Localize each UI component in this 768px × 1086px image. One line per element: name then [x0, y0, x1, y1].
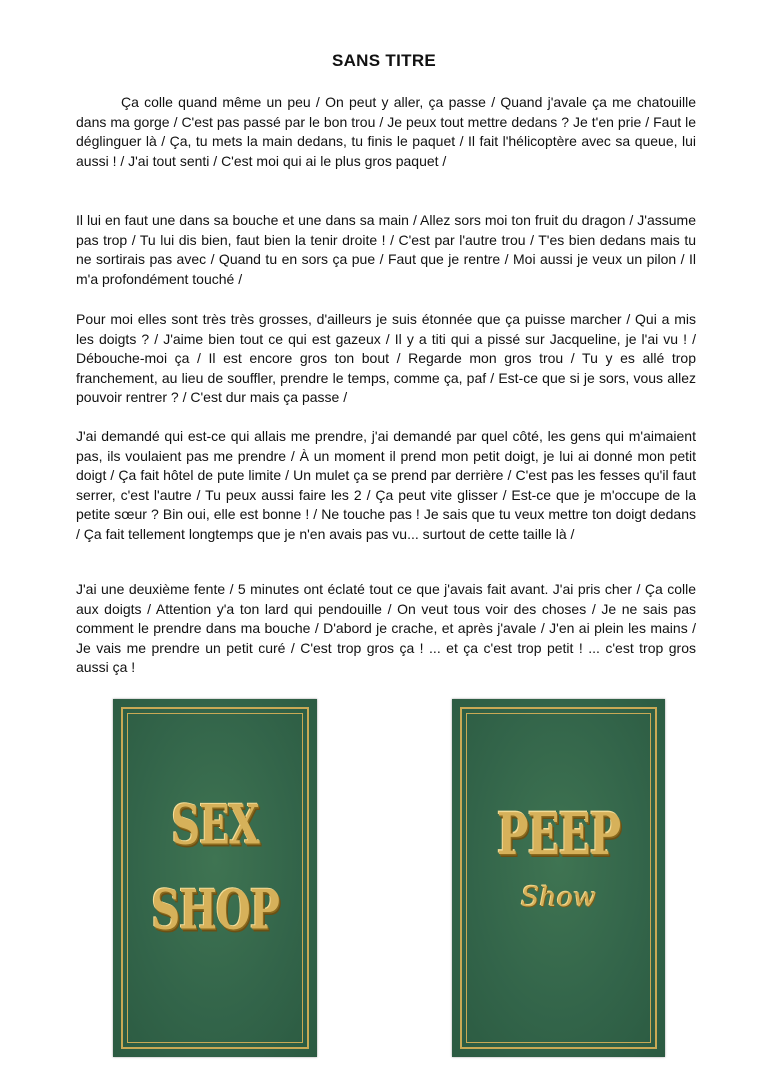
- paragraph-1: Ça colle quand même un peu / On peut y aller, ça passe / Quand j'avale ça me chatouille dans ma gorge / C'est pas passé par le bon trou / Je peux tout mettre dedans ? Je t'en prie / Faut le déglinguer là / Ça, tu mets la main dedans, tu finis le paquet / Il fait l'hélicoptère avec sa queue, lui aussi ! / J'ai tout senti / C'est moi qui ai le plus gros paquet /: [76, 94, 696, 169]
- sign-text-sex: SEX: [171, 793, 259, 858]
- peep-show-sign-image: [452, 699, 665, 1057]
- sign-text-peep: PEEP: [496, 801, 621, 868]
- paragraph-5: J'ai une deuxième fente / 5 minutes ont éclaté tout ce que j'avais fait avant. J'ai pris cher / Ça colle aux doigts / Attention y'a ton lard qui pendouille / On veut tous voir des choses / Je ne sais pas comment le prendre dans ma bouche / D'abord je crache, et après j'avale / J'en ai plein les mains / Je vais me prendre un petit curé / C'est trop gros ça ! ... et ça c'est trop petit ! ... c'est trop gros aussi ça !: [76, 581, 696, 675]
- sign-text-shop: SHOP: [151, 878, 279, 943]
- sign-text-show: Show: [520, 882, 597, 913]
- paragraph-4: J'ai demandé qui est-ce qui allais me prendre, j'ai demandé par quel côté, les gens qui m'aimaient pas, ils voulaient pas me prendre / À un moment il prend mon petit doigt, je lui ai donné mon petit doigt / Ça fait hôtel de pute limite / Un mulet ça se prend par derrière / C'est pas les fesses qu'il faut serrer, c'est l'autre / Tu peux aussi faire les 2 / Ça peut vite glisser / Est-ce que je m'occupe de la petite sœur ? Bin oui, elle est bonne ! / Ne touche pas ! Je sais que tu veux mettre ton doigt dedans / Ça fait tellement longtemps que je n'en avais pas vu... surtout de cette taille là /: [76, 428, 696, 542]
- sex-shop-sign-image: [113, 699, 317, 1057]
- sign-frame-inner: [466, 713, 651, 1043]
- sign-frame-outer: [460, 707, 657, 1049]
- page-title: SANS TITRE: [331, 51, 437, 70]
- paragraph-2: Il lui en faut une dans sa bouche et une dans sa main / Allez sors moi ton fruit du dragon / J'assume pas trop / Tu lui dis bien, faut bien la tenir droite ! / C'est par l'autre trou / T'es bien dedans mais tu ne sortirais pas avec / Quand tu en sors ça pue / Faut que je rentre / Moi aussi je veux un pilon / Il m'a profondément touché /: [76, 212, 696, 287]
- paragraph-3: Pour moi elles sont très très grosses, d'ailleurs je suis étonnée que ça puisse marcher / Qui a mis les doigts ? / J'aime bien tout ce qui est gazeux / Il y a titi qui a pissé sur Jacqueline, je l'ai vu ! / Débouche-moi ça / Il est encore gros ton bout / Regarde mon gros trou / Tu y es allé trop franchement, au lieu de souffler, prendre le temps, comme ça, paf / Est-ce que si je sors, vous allez pouvoir rentrer ? / C'est dur mais ça passe /: [76, 311, 696, 405]
